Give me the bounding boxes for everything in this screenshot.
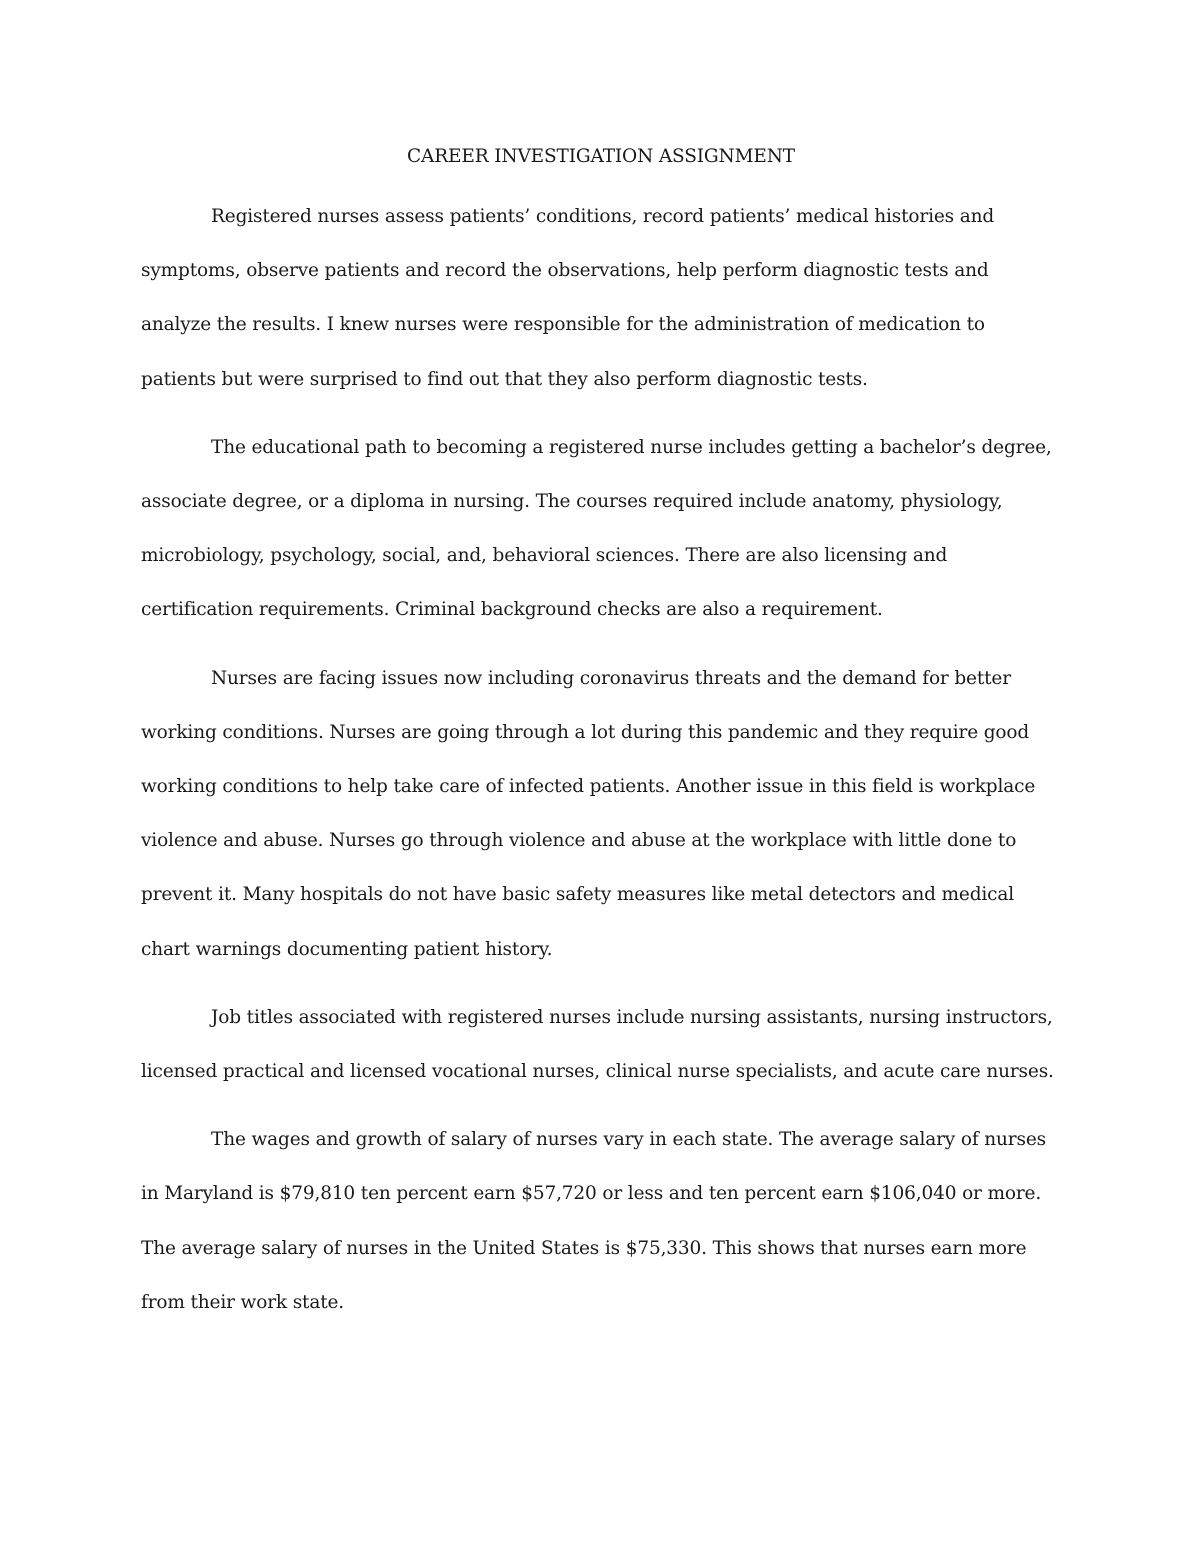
paragraph-wages: The wages and growth of salary of nurses vary in each state. The average salary of nurses in Maryland is $79,810 ten percent earn $57,720 or less and ten percent earn $106,040 or more. The average salary of nurses in the United States is $75,330. This shows that nurses earn more from their work state. — [141, 1129, 1046, 1313]
document-title: CAREER INVESTIGATION ASSIGNMENT — [407, 146, 795, 167]
paragraph-nurse-duties: Registered nurses assess patients’ conditions, record patients’ medical histories and symptoms, observe patients and record the observations, help perform diagnostic tests and analyze the results. I knew nurses were responsible for the administration of medication to patients but were surprised to find out that they also perform diagnostic tests. — [141, 206, 995, 390]
paragraph-job-titles: Job titles associated with registered nurses include nursing assistants, nursing instructors, licensed practical and licensed vocational nurses, clinical nurse specialists, and acute care nurses. — [141, 1006, 1054, 1083]
paragraph-education-path: The educational path to becoming a registered nurse includes getting a bachelor’s degree, associate degree, or a diploma in nursing. The courses required include anatomy, physiology, microbiology, psychology, social, and, behavioral sciences. There are also licensing and certification requirements. Criminal background checks are also a requirement. — [141, 436, 1052, 621]
paragraph-current-issues: Nurses are facing issues now including coronavirus threats and the demand for better working conditions. Nurses are going through a lot during this pandemic and they require good working conditions to help take care of infected patients. Another issue in this field is workplace violence and abuse. Nurses go through violence and abuse at the workplace with little done to prevent it. Many hospitals do not have basic safety measures like metal detectors and medical chart warnings documenting patient history. — [141, 667, 1036, 960]
document-body — [141, 142, 1061, 1344]
